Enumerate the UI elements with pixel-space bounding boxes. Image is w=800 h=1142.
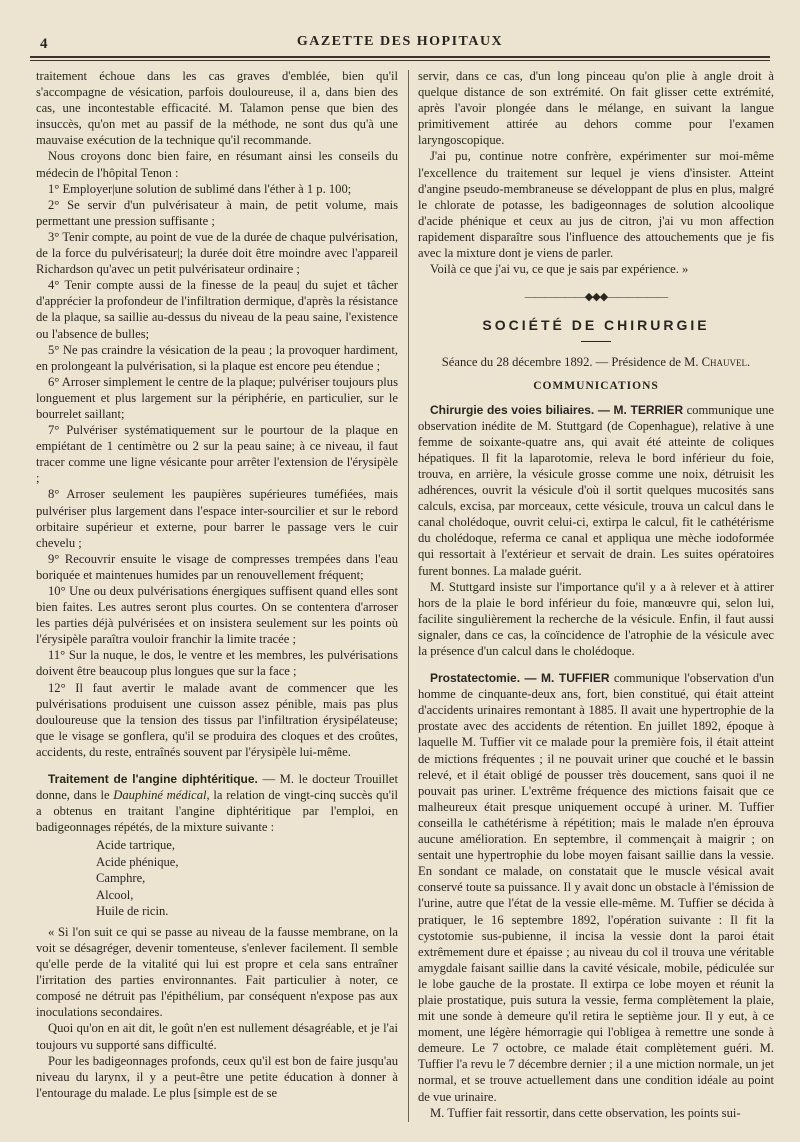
- article-title: Prostatectomie.: [430, 671, 521, 686]
- subheading: COMMUNICATIONS: [533, 379, 659, 392]
- short-rule: [581, 341, 611, 342]
- journal-name: Dauphiné médical: [113, 788, 207, 803]
- article-title: Chirurgie des voies biliaires.: [430, 402, 595, 417]
- list-item: 11° Sur la nuque, le dos, le ventre et les membres, les pulvérisations doivent être beaucoup plus longues que sur la face ;: [36, 648, 398, 679]
- left-column: [36, 68, 398, 1134]
- formula-item: Alcool,: [96, 887, 134, 902]
- paragraph: Voilà ce que j'ai vu, ce que je sais par expérience. »: [430, 262, 689, 277]
- paragraph: servir, dans ce cas, d'un long pinceau qu'on plie à angle droit à quelque distance de son extrémité. On fait glisser cette extrémité, après l'avoir plongée dans le mélange, en suivant la langue primitivement attirée au dehors comme pour l'examen laryngoscopique.: [418, 69, 774, 148]
- list-item: 9° Recouvrir ensuite le visage de compresses trempées dans l'eau boriquée et maintenues humides par un renouvellement fréquent;: [36, 551, 398, 582]
- column-divider: [408, 70, 409, 1122]
- article-author: — M. TUFFIER: [520, 671, 610, 686]
- list-item: 4° Tenir compte aussi de la finesse de la peau| du sujet et tâcher d'apprécier la profondeur de l'infiltration dermique, d'après la résistance de la plaque, sa saillie au-dessus du niveau de la peau saine, l'existence ou l'absence de bulles;: [36, 278, 398, 341]
- paragraph: J'ai pu, continue notre confrère, expérimenter sur moi-même l'excellence du traitement sur lequel je viens d'insister. Atteint d'angine pseudo-membraneuse se développant de plus en plus, malgré le chlorate de potasse, les badigeonnages de solution alcoolique d'acide phénique et ceux au jus de citron, j'ai vu mon affection rapidement disparaître sous l'influence des attouchements que je fis avec la mixture dont je viens de parler.: [418, 149, 774, 261]
- list-item: 3° Tenir compte, au point de vue de la durée de chaque pulvérisation, de la force du pulvérisateur|; la durée doit être moindre avec l'appareil Richardson qu'avec un petit pulvérisateur ordinaire ;: [36, 229, 398, 277]
- quote-paragraph: « Si l'on suit ce qui se passe au niveau de la fausse membrane, on la voit se désagréger, devenir tomenteuse, s'enlever facilement. Il semble qu'elle perde de la vitalité qui lui est propre et cela sans entraîner l'irritation des parties environnantes. Fait particulier à noter, ce composé ne détruit pas l'épithélium, par conséquent n'expose pas aux inoculations secondaires.: [36, 924, 398, 1020]
- article-author: — M. TERRIER: [594, 402, 684, 417]
- header-rule-thin: [30, 60, 770, 61]
- formula-item: Camphre,: [96, 871, 146, 886]
- paragraph: traitement échoue dans les cas graves d'emblée, bien qu'il s'accompagne de vésication, parfois douloureuse, il a, dans bien des cas, une incontestable efficacité. M. Talamon pense que bien des insuccès, qu'on met au passif de la méthode, ne sont dus qu'à une mauvaise exécution de la technique qu'il recommande.: [36, 69, 398, 148]
- article-angine: Traitement de l'angine diphtéritique. — M. le docteur Trouillet donne, dans le Dauphiné médical, la relation de vingt-cinq succès qu'il a obtenus en traitant l'angine diphtéritique par l'emploi, en badigeonnages répétés, de la mixture suivante :: [36, 772, 398, 835]
- running-title: GAZETTE DES HOPITAUX: [296, 34, 504, 49]
- list-item: 7° Pulvériser systématiquement sur le pourtour de la plaque en empiétant de 1 centimètre ou 2 sur la peau saine; à ce niveau, il faut tracer comme une ligne vésicante pour arrêter l'extension de l'érysipèle ;: [36, 423, 398, 486]
- formula-list: [36, 837, 398, 920]
- quote-paragraph: Quoi qu'on en ait dit, le goût n'en est nullement désagréable, et je l'ai toujours vu supporté sans difficulté.: [36, 1021, 398, 1052]
- right-column: [418, 68, 774, 1134]
- list-item: 6° Arroser simplement le centre de la plaque; pulvériser toujours plus longuement et plus largement sur la périphérie, en particulier, sur le bourrelet saillant;: [36, 374, 398, 421]
- article-title: Traitement de l'angine diphtéritique.: [48, 772, 258, 787]
- page-header: [30, 28, 770, 52]
- section-title: SOCIÉTÉ DE CHIRURGIE: [482, 317, 710, 334]
- section-ornament: ——————◆◆◆——————: [524, 291, 668, 304]
- list-item: 8° Arroser seulement les paupières supérieures tuméfiées, mais pulvériser plus largement dans l'espace inter-sourcilier et sur le rebord orbitaire supérieur et externe, pour barrer le passage vers le cuir chevelu ;: [36, 487, 398, 550]
- formula-item: Acide tartrique,: [96, 838, 176, 853]
- list-item: 10° Une ou deux pulvérisations énergiques suffisent quand elles sont bien faites. Les autres seront plus courtes. On se contentera d'arroser les parties déjà pulvérisées et on insistera seulement sur les points où l'érysipèle paraîtra vouloir franchir la limite tracée ;: [36, 584, 398, 647]
- article-prostatectomie: Prostatectomie. — M. TUFFIER communique l'observation d'un homme de cinquante-deux ans, fort, bien constitué, qui était atteint d'accidents urinaires remontant à 1885. Il avait une hypertrophie de la prostate avec des accidents de rétention. En juillet 1892, époque à laquelle M. Tuffier vit ce malade pour la première fois, il était atteint de mictions fréquentes ; il ne pouvait uriner que couché et le bassin relevé, et il était obligé de pousser très doucement, sans quoi il ne pouvait pas uriner. L'extrême fréquence des mictions faisait que ce malheureux était presque uniquement occupé à uriner. M. Tuffier conseilla le cathétérisme à répétition; mais le malade n'en éprouva aucune amélioration. En septembre, il commençait à maigrir ; on sentait une hypertrophie du lobe moyen faisant saillie dans la vessie. En sondant ce malade, on constatait que le muscle vésical avait conservé toute sa puissance. Il y avait donc un obstacle à l'émission de l'urine, autre que l'état de la vessie elle-même. M. Tuffier se décida à pratiquer, le 16 septembre 1892, l'opération suivante : Il fit la cystotomie sus-pubienne, il incisa la vessie dont la paroi était extrêmement dure et épaisse ; au niveau du col il trouva une véritable amygdale faisant saillie dans la cavité vésicale, mobile, pédiculée sur le lobe gauche de la prostate. Il extirpa ce lobe moyen et réunit la plaie prostatique, puis sutura la vessie, ferma complètement la plaie, mit une sonde à demeure qu'il retira le septième jour. Il y eut, à ce moment, une légère hémorragie qui l'obligea à remettre une sonde à demeure. Le 7 octobre, ce malade était complètement guéri. M. Tuffier l'a revu le 7 décembre dernier ; il a une miction normale, un jet normal, et se trouve actuellement dans une condition idéale au point de vue urinaire.: [418, 671, 774, 1104]
- session-line: Séance du 28 décembre 1892. — Présidence de M. Chauvel.: [441, 355, 751, 370]
- formula-item: Acide phénique,: [96, 854, 179, 869]
- list-item: 2° Se servir d'un pulvérisateur à main, de petit volume, mais permettant une pression suffisante ;: [36, 197, 398, 228]
- president-name: Chauvel: [701, 355, 748, 370]
- formula-item: Huile de ricin.: [96, 904, 169, 919]
- paragraph: Nous croyons donc bien faire, en résumant ainsi les conseils du médecin de l'hôpital Tenon :: [36, 149, 398, 180]
- header-rule: [30, 56, 770, 58]
- quote-paragraph: Pour les badigeonnages profonds, ceux qu'il est bon de faire jusqu'au niveau du larynx, il y a peut-être une petite éducation à donner à l'entourage du malade. Le plus [simple est de se: [36, 1053, 398, 1100]
- list-item: 1° Employer|une solution de sublimé dans l'éther à 1 p. 100;: [48, 181, 352, 196]
- paragraph: M. Tuffier fait ressortir, dans cette observation, les points sui-: [430, 1105, 741, 1120]
- paragraph: M. Stuttgard insiste sur l'importance qu'il y a à relever et à attirer hors de la plaie le bord inférieur du foie, manœuvre qui, selon lui, facilite singulièrement la recherche de la vésicule. Enfin, il faut aussi signaler, dans ce cas, la coïncidence de l'atrophie de la vésicule avec la présence d'un calcul dans le cholédoque.: [418, 579, 774, 658]
- list-item: 12° Il faut avertir le malade avant de commencer que les pulvérisations produisent une cuisson assez pénible, mais pas plus douloureuse que la tension des tissus par l'infiltration érysipélateuse; que le visage se gonflera, qu'il se produira des cloques et des croûtes, accidents, du reste, entraînés souvent par l'érysipèle lui-même.: [36, 680, 398, 759]
- article-chirurgie: Chirurgie des voies biliaires. — M. TERRIER communique une observation inédite de M. Stuttgard (de Copenhague), relative à une femme de soixante-quatre ans, qui avait été atteinte de coliques hépatiques. Il fit la laparotomie, releva le bord inférieur du foie, trouva, en arrière, la vésicule grosse comme une noix, détruisit les adhérences, ouvrit la vésicule d'où il sortit quelques mucosités sans calculs, excisa, par morceaux, cette vésicule, trouva un calcul dans le canal cholédoque, ouvrit celui-ci, extirpa le calcul, fit le cathétérisme du cholédoque, referma ce canal et appliqua une mèche iodoformée qui ressortait à l'extérieur et servait de drain. Les suites opératoires furent bonnes. La malade guérit.: [418, 402, 774, 578]
- page-number: 4: [40, 36, 48, 52]
- list-item: 5° Ne pas craindre la vésication de la peau ; la provoquer hardiment, en prolongeant la pulvérisation, si la plaque est encore peu étendue ;: [36, 342, 398, 373]
